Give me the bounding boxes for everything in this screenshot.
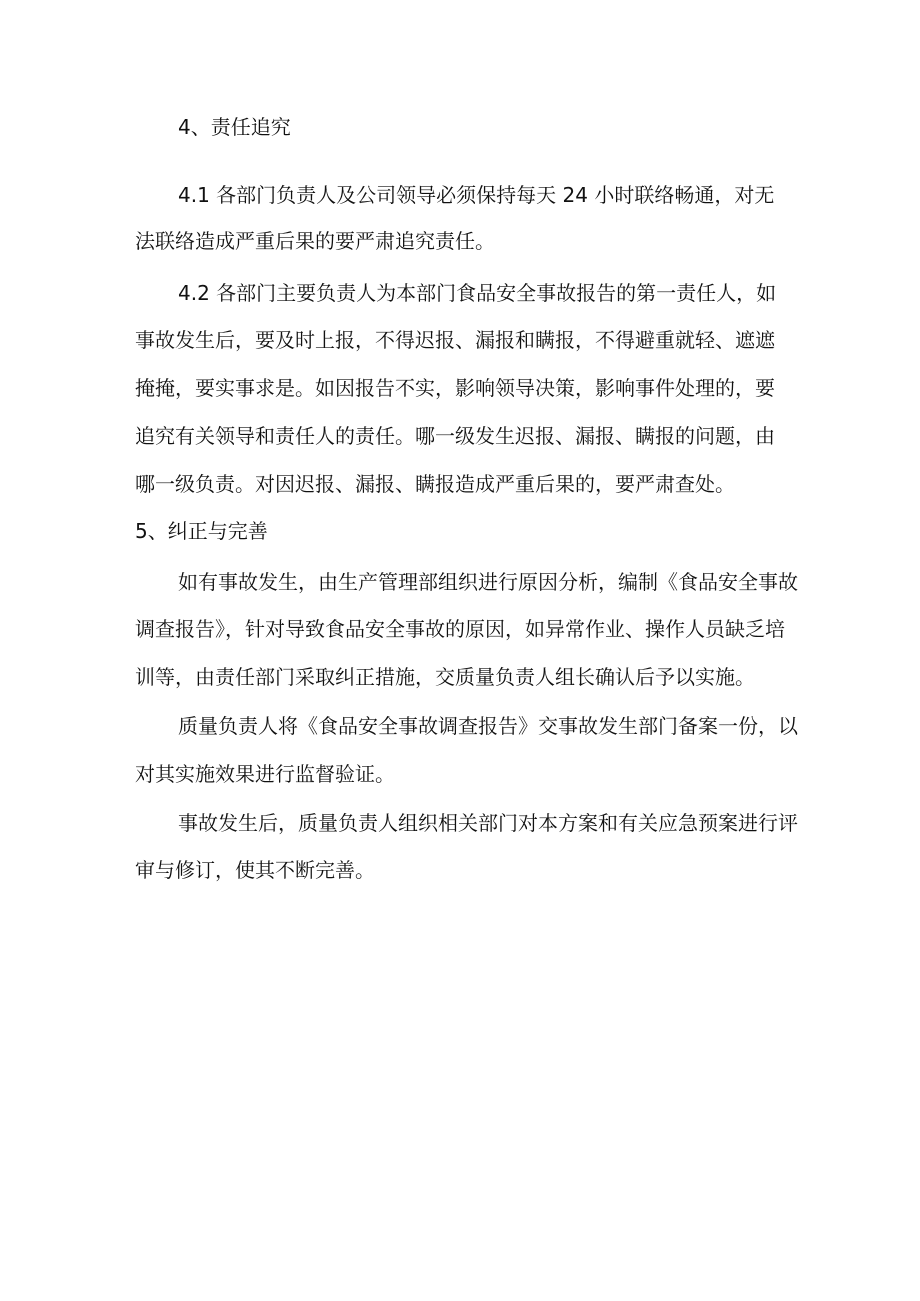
para-5-1-line-1: 如有事故发生，由生产管理部组织进行原因分析，编制《食品安全事故 bbox=[178, 570, 798, 594]
para-5-3-line-2: 审与修订，使其不断完善。 bbox=[135, 858, 375, 882]
section-5-heading: 5、纠正与完善 bbox=[135, 519, 268, 543]
para-4-1-line-2: 法联络造成严重后果的要严肃追究责任。 bbox=[135, 229, 495, 253]
para-5-1-line-2: 调查报告》，针对导致食品安全事故的原因，如异常作业、操作人员缺乏培 bbox=[135, 617, 785, 641]
section-4-heading: 4、责任追究 bbox=[178, 115, 291, 139]
para-5-2-line-1: 质量负责人将《食品安全事故调查报告》交事故发生部门备案一份，以 bbox=[178, 714, 798, 738]
para-4-2-line-5: 哪一级负责。对因迟报、漏报、瞒报造成严重后果的，要严肃查处。 bbox=[135, 472, 735, 496]
para-4-1-line-1: 4.1 各部门负责人及公司领导必须保持每天 24 小时联络畅通，对无 bbox=[178, 183, 775, 207]
para-4-2-line-2: 事故发生后，要及时上报，不得迟报、漏报和瞒报，不得避重就轻、遮遮 bbox=[135, 328, 775, 352]
para-4-2-line-4: 追究有关领导和责任人的责任。哪一级发生迟报、漏报、瞒报的问题，由 bbox=[135, 424, 775, 448]
para-5-3-line-1: 事故发生后，质量负责人组织相关部门对本方案和有关应急预案进行评 bbox=[178, 811, 798, 835]
para-5-2-line-2: 对其实施效果进行监督验证。 bbox=[135, 762, 395, 786]
para-4-2-line-1: 4.2 各部门主要负责人为本部门食品安全事故报告的第一责任人，如 bbox=[178, 281, 777, 305]
para-5-1-line-3: 训等，由责任部门采取纠正措施，交质量负责人组长确认后予以实施。 bbox=[135, 665, 755, 689]
para-4-2-line-3: 掩掩，要实事求是。如因报告不实，影响领导决策，影响事件处理的，要 bbox=[135, 376, 775, 400]
